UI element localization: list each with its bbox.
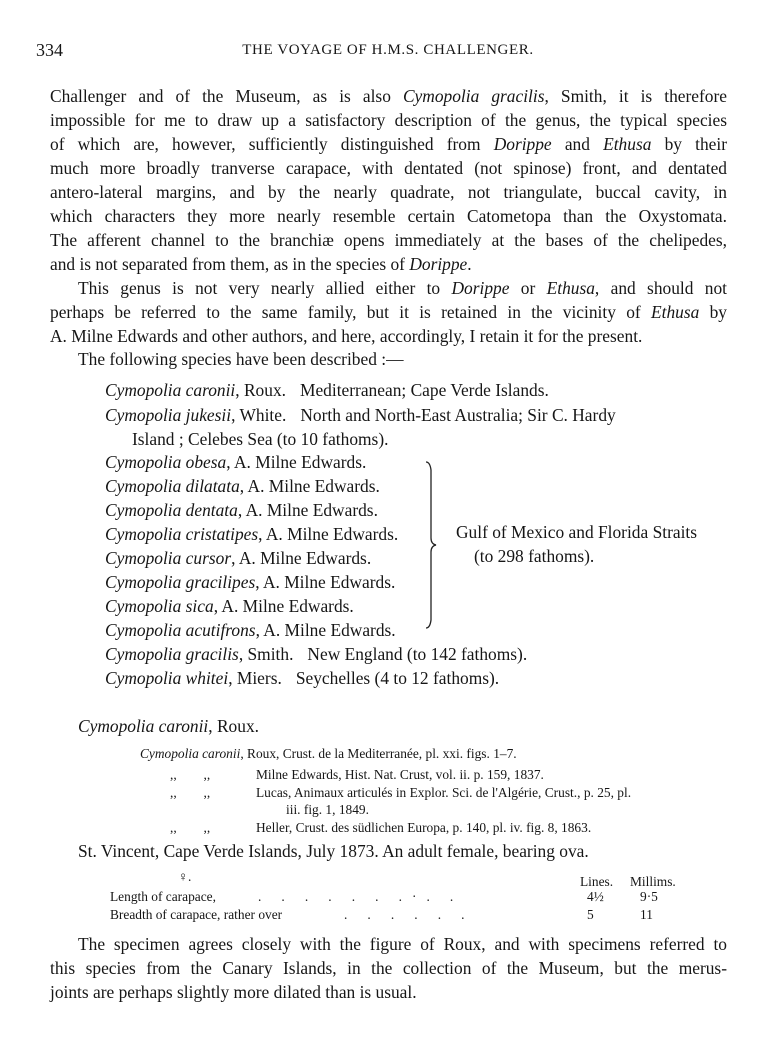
species-entry — [105, 476, 380, 497]
species-name: Cymopolia caronii — [105, 380, 236, 400]
text-run: joints are perhaps slightly more dilated than is usual. — [50, 982, 417, 1002]
species-entry — [105, 548, 371, 569]
species-entry — [105, 524, 398, 545]
species-name: Cymopolia gracilis — [105, 644, 239, 664]
text-line — [50, 228, 727, 252]
ditto-marks: ,, ,, — [170, 785, 211, 800]
italic-taxon: Cymopolia gracilis — [402, 86, 545, 106]
species-entry — [105, 500, 378, 521]
species-author: , A. Milne Edwards. — [231, 548, 372, 568]
reference-entry — [170, 785, 631, 801]
species-entry — [105, 596, 354, 617]
species-name: Cymopolia sica — [105, 596, 214, 616]
text-run: The specimen agrees closely with the figure of Roux, and with specimens referred to — [78, 934, 727, 954]
text-line — [50, 156, 727, 180]
species-author: , A. Milne Edwards. — [239, 476, 380, 496]
value-millims: 9·5 — [640, 889, 658, 904]
leader-dots: . . . . . . — [344, 907, 465, 922]
value-lines: 5 — [587, 907, 594, 922]
text-line — [50, 108, 727, 132]
text-run: and is not separated from them, as in the species of — [50, 254, 410, 274]
ditto-marks: ,, ,, — [170, 820, 211, 835]
species-author: , A. Milne Edwards. — [237, 500, 378, 520]
text-run: this species from the Canary Islands, in the collection of the Museum, but the merus- — [50, 958, 727, 978]
text-run: impossible for me to draw up a satisfactory description of the genus, the typical species — [50, 110, 727, 130]
species-locality: North and North-East Australia; Sir C. Hardy — [300, 405, 616, 425]
brace-locality-line-2: (to 298 fathoms). — [474, 546, 595, 566]
running-title: THE VOYAGE OF H.M.S. CHALLENGER. — [242, 42, 534, 58]
text-line — [50, 252, 727, 276]
reference-text: Milne Edwards, Hist. Nat. Crust, vol. ii. p. 159, 1837. — [256, 767, 544, 782]
text-run: antero-lateral margins, and by the nearly quadrate, not triangulate, buccal cavity, in — [50, 182, 727, 202]
leader-dots: . . . . . . . · . . — [258, 889, 454, 904]
species-entry — [105, 452, 366, 473]
text-line — [50, 956, 727, 980]
text-line — [50, 204, 727, 228]
species-locality: Mediterranean; Cape Verde Islands. — [300, 380, 549, 400]
species-name: Cymopolia gracilipes — [105, 572, 256, 592]
reference-taxon: Cymopolia caronii — [140, 746, 241, 761]
species-locality: Seychelles (4 to 12 fathoms). — [295, 668, 500, 688]
species-author: , A. Milne Edwards. — [226, 452, 367, 472]
text-line — [50, 132, 727, 156]
species-locality-continued: Island ; Celebes Sea (to 10 fathoms). — [132, 429, 389, 449]
text-run: much more broadly tranverse carapace, with dentated (not spinose) front, and dentated — [50, 158, 727, 178]
reference-entry — [170, 767, 544, 783]
species-intro: The following species have been described :— — [78, 349, 404, 369]
text-run: perhaps be referred to the same family, but it is retained in the vicinity of — [50, 302, 651, 322]
species-entry — [105, 644, 527, 665]
species-author: , Roux. — [235, 380, 286, 400]
measure-label: Length of carapace, — [110, 889, 216, 904]
species-name: Cymopolia cristatipes — [105, 524, 259, 544]
italic-taxon: Dorippe — [409, 254, 468, 274]
grouping-brace — [425, 460, 437, 630]
section-heading-species: Cymopolia caronii — [78, 716, 209, 736]
text-line — [50, 180, 727, 204]
text-run: , and should not — [594, 278, 727, 298]
locality-line: St. Vincent, Cape Verde Islands, July 1873. An adult female, bearing ova. — [78, 841, 589, 861]
species-name: Cymopolia jukesii — [105, 405, 232, 425]
closing-paragraph — [50, 932, 727, 1004]
text-line — [50, 300, 727, 324]
italic-taxon: Ethusa — [546, 278, 595, 298]
text-run: by — [699, 302, 727, 322]
species-entry — [105, 405, 616, 426]
italic-taxon: Ethusa — [603, 134, 652, 154]
reference-text: Lucas, Animaux articulés in Explor. Sci. de l'Algérie, Crust., p. 25, pl. — [256, 785, 632, 800]
text-run: . — [467, 254, 472, 274]
section-heading-author: , Roux. — [208, 716, 259, 736]
species-name: Cymopolia cursor — [105, 548, 232, 568]
text-run: or — [509, 278, 547, 298]
species-entry — [105, 572, 395, 593]
reference-text: , Roux, Crust. de la Mediterranée, pl. xxi. figs. 1–7. — [240, 746, 517, 761]
text-line — [50, 276, 727, 300]
text-run: and — [551, 134, 604, 154]
species-author: , A. Milne Edwards. — [258, 524, 399, 544]
italic-taxon: Ethusa — [650, 302, 700, 322]
reference-entry — [170, 820, 591, 836]
text-run: of which are, however, sufficiently distinguished from — [50, 134, 494, 154]
text-run: by their — [651, 134, 727, 154]
italic-taxon: Dorippe — [493, 134, 552, 154]
ditto-marks: ,, ,, — [170, 767, 211, 782]
text-run: which characters they more nearly resemble certain Catometopa than the Oxystomata. — [50, 206, 727, 226]
text-run: A. Milne Edwards and other authors, and here, accordingly, I retain it for the present. — [50, 326, 643, 346]
brace-locality-line-1: Gulf of Mexico and Florida Straits — [456, 522, 698, 542]
text-run: This genus is not very nearly allied either to — [78, 278, 452, 298]
reference-text: Heller, Crust. des südlichen Europa, p. 140, pl. iv. fig. 8, 1863. — [256, 820, 592, 835]
species-entry — [105, 668, 499, 689]
sex-symbol: ♀. — [178, 869, 192, 884]
text-run: , Smith, it is therefore — [544, 86, 727, 106]
species-name: Cymopolia whitei — [105, 668, 229, 688]
col-header-millims: Millims. — [630, 874, 676, 889]
col-header-lines: Lines. — [580, 874, 614, 889]
species-author: , Smith. — [238, 644, 294, 664]
text-line — [50, 324, 727, 348]
text-line — [50, 84, 727, 108]
text-line — [50, 932, 727, 956]
value-millims: 11 — [640, 907, 653, 922]
measure-label: Breadth of carapace, rather over — [110, 907, 283, 922]
reference-entry — [140, 746, 517, 762]
reference-text-continued: iii. fig. 1, 1849. — [286, 802, 369, 817]
species-name: Cymopolia obesa — [105, 452, 227, 472]
text-run: The afferent channel to the branchiæ opens immediately at the bases of the chelipedes, — [50, 230, 727, 250]
species-locality: New England (to 142 fathoms). — [307, 644, 528, 664]
species-author: , White. — [231, 405, 287, 425]
paragraph-2 — [50, 276, 727, 348]
section-heading — [78, 716, 259, 737]
italic-taxon: Dorippe — [451, 278, 510, 298]
species-author: , A. Milne Edwards. — [255, 572, 396, 592]
species-name: Cymopolia acutifrons — [105, 620, 256, 640]
text-line — [50, 980, 727, 1004]
species-name: Cymopolia dilatata — [105, 476, 240, 496]
species-author: , A. Milne Edwards. — [213, 596, 354, 616]
page-number: 334 — [36, 40, 63, 60]
paragraph-1 — [50, 84, 727, 276]
species-name: Cymopolia dentata — [105, 500, 238, 520]
text-run: Challenger and of the Museum, as is also — [50, 86, 403, 106]
species-entry — [105, 380, 549, 401]
value-lines: 4½ — [587, 889, 604, 904]
species-author: , A. Milne Edwards. — [255, 620, 396, 640]
species-entry — [105, 620, 396, 641]
species-author: , Miers. — [228, 668, 282, 688]
